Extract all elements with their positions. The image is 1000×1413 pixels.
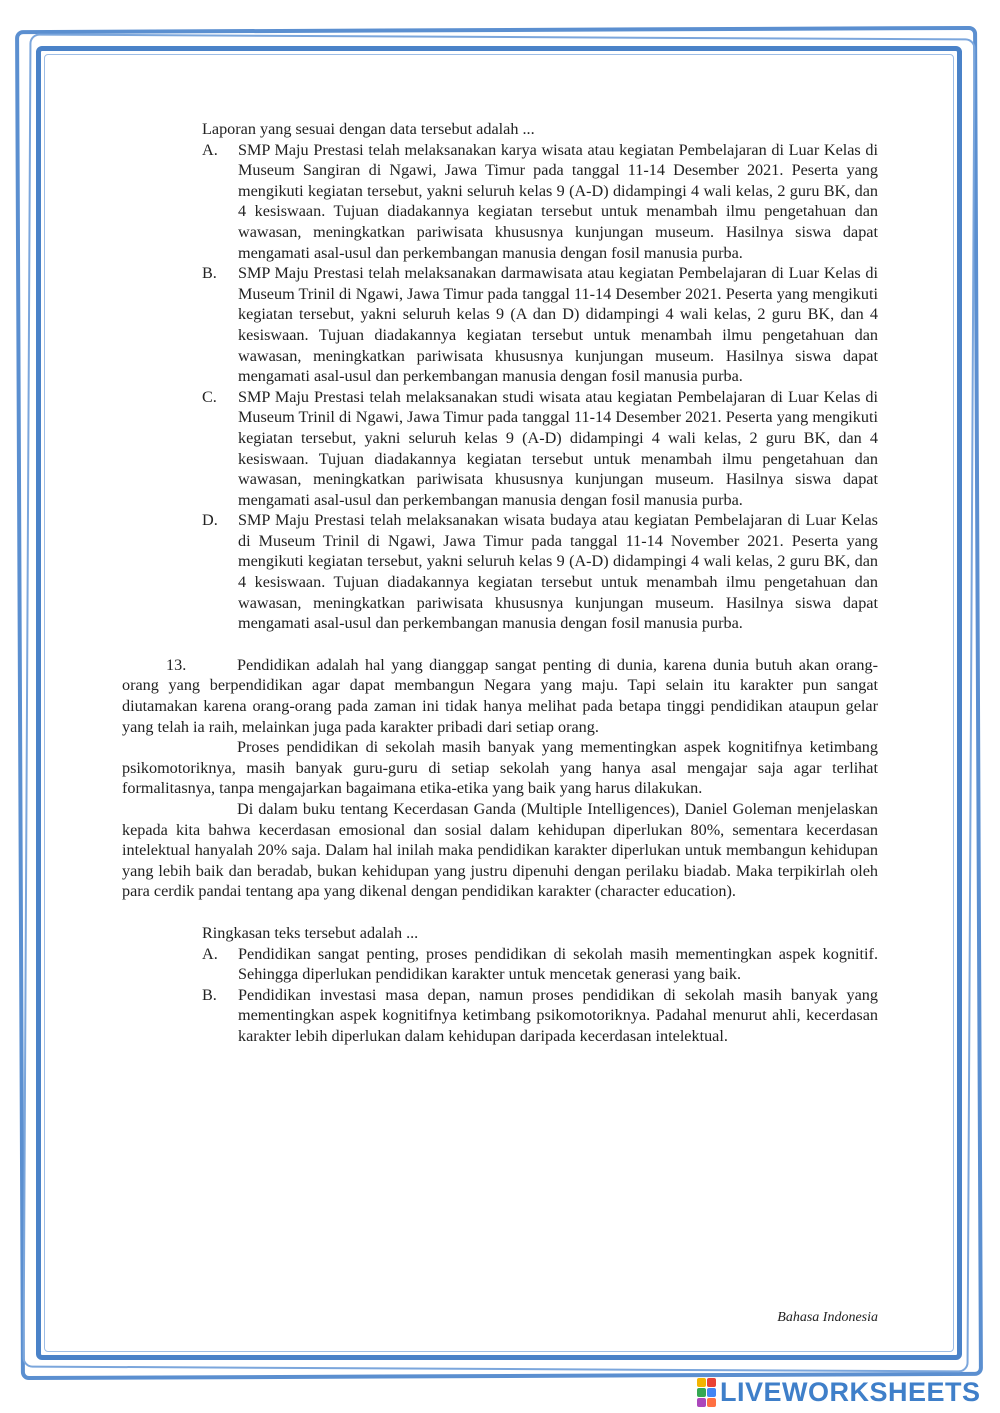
option-label: A. xyxy=(202,140,218,159)
option-label: D. xyxy=(202,511,218,530)
option-text: Pendidikan investasi masa depan, namun proses pendidikan di sekolah masih banyak yang mementingkan aspek kognitifnya ketimbang psikomotoriknya. Padahal menurut ahli, kecerdasan karakter lebih diperlukan dalam kehidupan daripada kecerdasan intelektual. xyxy=(238,985,878,1045)
question-number: 13. xyxy=(166,655,187,674)
q12-option-b[interactable] xyxy=(202,263,878,387)
q12-option-a[interactable] xyxy=(202,140,878,264)
liveworksheets-brand[interactable] xyxy=(697,1377,981,1407)
option-label: A. xyxy=(202,944,218,963)
option-text: SMP Maju Prestasi telah melaksanakan wisata budaya atau kegiatan Pembelajaran di Luar Kelas di Museum Trinil di Ngawi, Jawa Timur pada tanggal 11-14 November 2021. Peserta yang mengikuti kegiatan tersebut, yakni seluruh kelas 9 (A-D) didampingi 4 wali kelas, 2 guru BK, dan 4 kesiswaan. Tujuan diadakannya kegiatan tersebut untuk menambah ilmu pengetahuan dan wawasan, meningkatkan pariwisata khususnya kunjungan museum. Hasilnya siswa dapat mengamati asal-usul dan perkembangan manusia dengan fosil manusia purba. xyxy=(238,511,878,633)
worksheet-content xyxy=(122,119,878,1047)
footer-subject: Bahasa Indonesia xyxy=(777,1310,878,1325)
option-label: B. xyxy=(202,264,217,283)
passage-paragraph-3: Di dalam buku tentang Kecerdasan Ganda (Multiple Intelligences), Daniel Goleman menjelaskan kepada kita bahwa kecerdasan emosional dan sosial dalam kehidupan diperlukan 80%, sementara kecerdasan intelektual hanyalah 20% saja. Dalam hal inilah maka pendidikan karakter diperlukan untuk membangun kehidupan yang lebih baik dan beradab, bukan kehidupan yang justru dipenuhi dengan perilaku biadab. Maka terpikirlah oleh para cerdik pandai tentang apa yang dikenal dengan pendidikan karakter (character education). xyxy=(122,800,878,901)
passage-paragraph-2: Proses pendidikan di sekolah masih banyak yang mementingkan aspek kognitifnya ketimbang psikomotoriknya, masih banyak guru-guru di setiap sekolah yang hanya asal mengajar saja agar terlihat formalitasnya, tanpa mengajarkan bagaimana etika-etika yang baik yang harus dilakukan. xyxy=(122,738,878,798)
q12-option-c[interactable] xyxy=(202,387,878,511)
q12-prompt: Laporan yang sesuai dengan data tersebut adalah ... xyxy=(202,120,535,138)
option-text: SMP Maju Prestasi telah melaksanakan darmawisata atau kegiatan Pembelajaran di Luar Kelas di Museum Trinil di Ngawi, Jawa Timur pada tanggal 11-14 Desember 2021. Peserta yang mengikuti kegiatan tersebut, yakni seluruh kelas 9 (A dan D) didampingi 4 wali kelas, 2 guru BK, dan 4 kesiswaan. Tujuan diadakannya kegiatan tersebut untuk menambah ilmu pengetahuan dan wawasan, meningkatkan pariwisata khususnya kunjungan museum. Hasilnya siswa dapat mengamati asal-usul dan perkembangan manusia dengan fosil manusia purba. xyxy=(238,264,878,386)
question-13 xyxy=(122,655,878,902)
q12-option-d[interactable] xyxy=(202,510,878,634)
spacer xyxy=(122,902,878,923)
brand-name: LIVEWORKSHEETS xyxy=(720,1376,981,1407)
option-text: SMP Maju Prestasi telah melaksanakan studi wisata atau kegiatan Pembelajaran di Luar Kelas di Museum Trinil di Ngawi, Jawa Timur pada tanggal 11-14 Desember 2021. Peserta yang mengikuti kegiatan tersebut, yakni seluruh kelas 9 (A-D) didampingi 4 wali kelas, 2 guru BK, dan 4 kesiswaan. Tujuan diadakannya kegiatan tersebut untuk menambah ilmu pengetahuan dan wawasan, meningkatkan pariwisata khususnya kunjungan museum. Hasilnya siswa dapat mengamati asal-usul dan perkembangan manusia dengan fosil manusia purba. xyxy=(238,387,878,509)
option-text: SMP Maju Prestasi telah melaksanakan karya wisata atau kegiatan Pembelajaran di Luar Kelas di Museum Sangiran di Ngawi, Jawa Timur pada tanggal 11-14 Desember 2021. Peserta yang mengikuti kegiatan tersebut, yakni seluruh kelas 9 (A-D) didampingi 4 wali kelas, 2 guru BK, dan 4 kesiswaan. Tujuan diadakannya kegiatan tersebut untuk menambah ilmu pengetahuan dan wawasan, meningkatkan pariwisata khususnya kunjungan museum. Hasilnya siswa dapat mengamati asal-usul dan perkembangan manusia dengan fosil manusia purba. xyxy=(238,140,878,262)
q13-option-a[interactable] xyxy=(202,944,878,985)
liveworksheets-logo-icon xyxy=(697,1378,716,1407)
q13-option-b[interactable] xyxy=(202,985,878,1047)
option-text: Pendidikan sangat penting, proses pendidikan di sekolah masih mementingkan aspek kognitif. Sehingga diperlukan pendidikan karakter untuk mencetak generasi yang baik. xyxy=(238,944,878,984)
q13-prompt: Ringkasan teks tersebut adalah ... xyxy=(202,923,419,942)
option-label: C. xyxy=(202,387,217,406)
option-label: B. xyxy=(202,985,217,1004)
passage-paragraph-1: Pendidikan adalah hal yang dianggap sangat penting di dunia, karena dunia butuh akan orang-orang yang berpendidikan agar dapat membangun Negara yang maju. Tapi selain itu karakter pun sangat diutamakan karena orang-orang pada zaman ini tidak hanya melihat pada betapa tinggi pendidikan ataupun gelar yang telah ia raih, melainkan juga pada karakter pribadi dari setiap orang. xyxy=(122,655,878,736)
